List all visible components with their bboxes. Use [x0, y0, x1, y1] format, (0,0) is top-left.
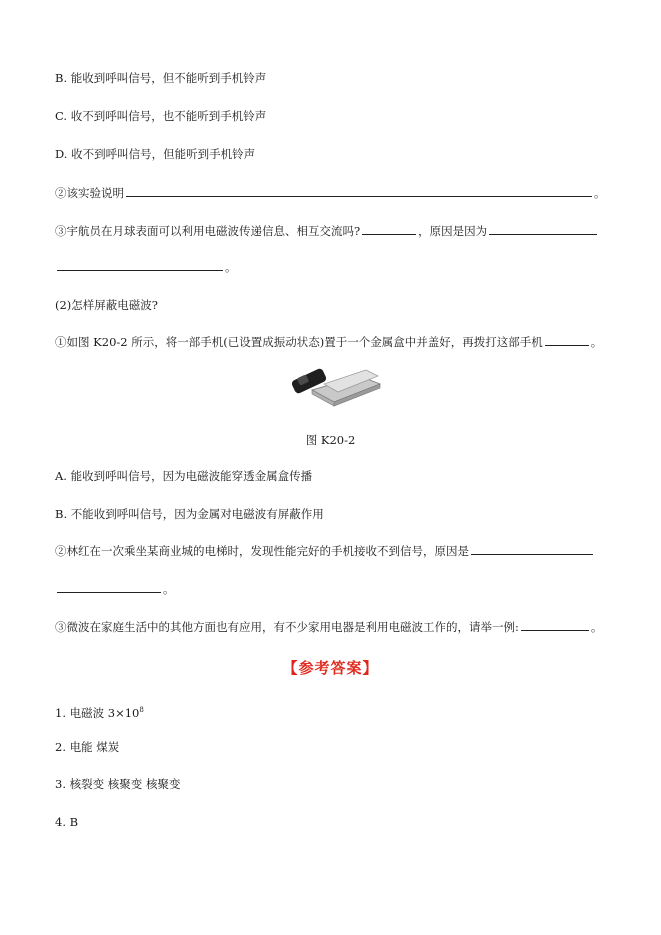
question-3-end: 。 [225, 260, 237, 274]
answer-1 [55, 702, 144, 721]
part-2-option-a: A. 能收到呼叫信号，因为电磁波能穿透金属盒传播 [55, 469, 313, 483]
reference-answers-title: 【参考答案】 [282, 659, 379, 677]
part-2-question-2 [55, 542, 595, 559]
answer-blank [126, 184, 592, 197]
question-3-continuation [55, 258, 237, 275]
phone-in-metal-box-figure [282, 362, 382, 410]
answer-1-exponent: 8 [139, 706, 144, 714]
option-b: B. 能收到呼叫信号，但不能听到手机铃声 [55, 71, 267, 85]
figure-caption: 图 K20-2 [305, 433, 356, 447]
option-d: D. 收不到呼叫信号，但能听到手机铃声 [55, 147, 256, 161]
part-2-question-2-text: ②林红在一次乘坐某商业城的电梯时，发现性能完好的手机接收不到信号，原因是 [55, 544, 469, 558]
question-2 [55, 184, 606, 201]
part-2-question-1 [55, 333, 602, 350]
question-2-text: ②该实验说明 [55, 186, 124, 200]
answer-blank [57, 258, 223, 271]
answer-blank [471, 542, 593, 555]
question-3-text: ③宇航员在月球表面可以利用电磁波传递信息、相互交流吗? [55, 224, 361, 238]
answer-blank [57, 580, 161, 593]
part-2-question-2-continuation [55, 580, 175, 597]
part-2-question-1-text: ①如图 K20-2 所示，将一部手机(已设置成振动状态)置于一个金属盒中并盖好，再拨打这部手机 [55, 335, 543, 349]
part-2-question-3-end: 。 [590, 620, 603, 634]
answer-blank [545, 333, 589, 346]
answer-2: 2. 电能 煤炭 [55, 740, 120, 754]
answer-blank [521, 618, 589, 631]
part-2-question-3-text: ③微波在家庭生活中的其他方面也有应用，有不少家用电器是利用电磁波工作的，请举一例: [55, 620, 519, 634]
part-2-option-b: B. 不能收到呼叫信号，因为金属对电磁波有屏蔽作用 [55, 507, 324, 521]
part-2-question-3 [55, 618, 602, 635]
option-c: C. 收不到呼叫信号，也不能听到手机铃声 [55, 109, 267, 123]
answer-blank [489, 222, 597, 235]
answer-1-text: 1. 电磁波 3×10 [55, 706, 140, 720]
answer-4: 4. B [55, 815, 79, 829]
question-3-mid: ，原因是因为 [418, 224, 488, 238]
answer-3: 3. 核裂变 核聚变 核聚变 [55, 777, 181, 791]
part-2-question-1-end: 。 [590, 335, 603, 349]
question-2-end: 。 [594, 186, 606, 200]
part-2-heading: (2)怎样屏蔽电磁波? [55, 298, 158, 312]
question-3 [55, 222, 599, 239]
part-2-question-2-end: 。 [163, 582, 175, 596]
answer-blank [362, 222, 416, 235]
